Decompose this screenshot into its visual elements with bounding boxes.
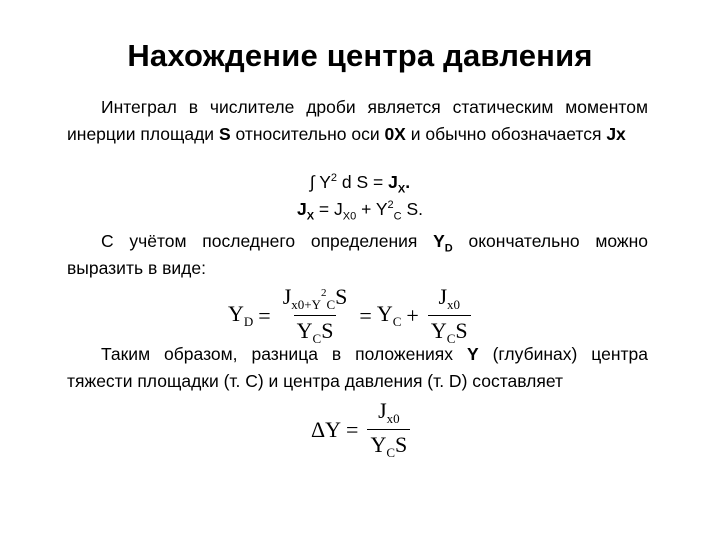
fraction-numerator [435, 284, 463, 315]
bold-symbol-s: S [218, 124, 231, 144]
eq-text: Y [314, 172, 331, 192]
eq-subscript: D [444, 242, 453, 255]
formula-yc [377, 301, 402, 330]
text-run: (глубинах) центра тяжести площадки (т. С) и центра давления (т. D) составляет [67, 344, 649, 391]
eq-text: J [388, 172, 398, 192]
formula-delta-y [311, 398, 414, 461]
eq-subscript: C [312, 331, 322, 346]
equation-jx [0, 199, 720, 223]
eq-superscript: 2 [330, 172, 338, 185]
bold-symbol-yd [433, 231, 453, 255]
eq-text: S [455, 318, 468, 343]
eq-subscript: C [326, 297, 336, 312]
fraction-denominator [367, 429, 410, 461]
eq-subscript: X [306, 210, 315, 223]
eq-text: Y [296, 318, 313, 343]
eq-text: S [321, 318, 334, 343]
fraction-numerator [375, 398, 403, 429]
fraction-numerator [280, 284, 351, 315]
slide-title: Нахождение центра давления [127, 38, 593, 73]
eq-text: J [282, 284, 292, 309]
paragraph-difference [67, 341, 648, 395]
bold-axis-0x: 0X [384, 124, 406, 144]
text-run: относительно оси [230, 124, 385, 144]
eq-text: J [438, 284, 448, 309]
integral-sign: ∫ [309, 172, 315, 192]
text-run: окончательно можно выразить в виде: [67, 231, 648, 278]
formula-lhs [228, 301, 253, 330]
eq-subscript: C [393, 210, 402, 223]
paragraph-final-expression [67, 228, 648, 282]
eq-bold [296, 199, 315, 223]
eq-subscript: x0 [447, 297, 461, 312]
eq-subscript: C [386, 445, 396, 460]
eq-text: J [296, 199, 307, 219]
eq-text: S [335, 284, 348, 309]
eq-subscript: X [397, 183, 406, 196]
eq-text: S [395, 432, 408, 457]
eq-text: Y [228, 301, 244, 326]
eq-subscript: X0 [342, 210, 357, 223]
eq-subscript: D [243, 314, 254, 329]
eq-text: = J [314, 199, 343, 219]
text-run: и обычно обозначается [405, 124, 607, 144]
bold-symbol-y: Y [466, 344, 479, 364]
text-run: Интеграл в числителе дроби является статическим моментом инерции площади [67, 97, 648, 144]
eq-text: Y [430, 318, 447, 343]
equals-sign: = [346, 416, 359, 442]
formula-lhs: ΔY [311, 416, 342, 442]
text-run: Таким образом, разница в положениях [101, 344, 467, 364]
eq-text: d S = [337, 172, 389, 192]
bold-symbol-jx: Jx [606, 124, 626, 144]
eq-subscript: x0+Y [291, 297, 321, 312]
fraction [367, 398, 410, 461]
eq-bold [388, 172, 411, 196]
eq-text: Y [376, 301, 393, 326]
eq-text: . [405, 172, 411, 192]
eq-superscript: 2 [387, 199, 394, 212]
fraction [280, 284, 351, 347]
eq-subscript: C [392, 314, 402, 329]
equation-integral [0, 172, 720, 196]
text-run: С учётом последнего определения [101, 231, 434, 251]
paragraph-integral-definition [67, 94, 648, 148]
eq-subscript: C [446, 331, 456, 346]
eq-text: Y [370, 432, 387, 457]
eq-text: J [378, 398, 387, 423]
eq-superscript: 2 [321, 287, 327, 299]
eq-text: Y [433, 231, 445, 251]
equals-sign: = [359, 302, 372, 328]
eq-text: S. [401, 199, 424, 219]
fraction [428, 284, 471, 347]
eq-text: + Y [356, 199, 388, 219]
plus-sign: + [406, 302, 419, 328]
eq-subscript: x0 [386, 411, 400, 426]
equals-sign: = [258, 302, 271, 328]
formula-yd [228, 284, 475, 347]
